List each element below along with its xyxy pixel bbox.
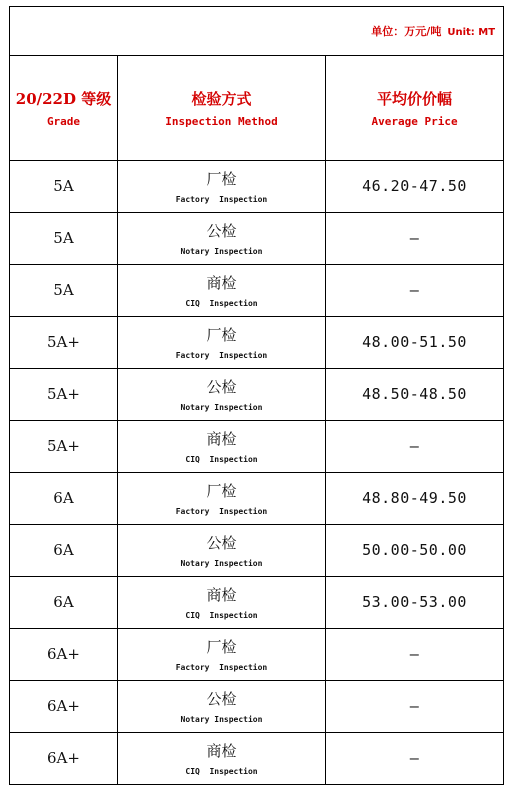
grade-value: 6A [53, 541, 74, 559]
unit-row [10, 7, 504, 56]
price-cell [326, 525, 504, 577]
price-cell [326, 733, 504, 785]
inspection-method-cn: 商检 [206, 430, 237, 448]
price-cell [326, 473, 504, 525]
average-price: – [409, 437, 420, 455]
inspection-method-en: Notary Inspection [180, 247, 263, 256]
inspection-method-cn: 厂检 [206, 326, 237, 344]
price-cell [326, 317, 504, 369]
grade-cell [10, 525, 118, 577]
inspection-cell [118, 369, 326, 421]
average-price: 48.00-51.50 [362, 333, 467, 351]
inspection-method-cn: 厂检 [206, 638, 237, 656]
price-cell [326, 421, 504, 473]
table-row [10, 473, 504, 525]
price-cell [326, 265, 504, 317]
grade-value: 5A+ [47, 437, 80, 455]
average-price: 53.00-53.00 [362, 593, 467, 611]
price-table [9, 6, 504, 785]
grade-cell [10, 577, 118, 629]
inspection-method-en: CIQ Inspection [185, 455, 258, 464]
inspection-method-cn: 公检 [206, 222, 237, 240]
header-row [10, 56, 504, 161]
price-cell [326, 369, 504, 421]
table-row [10, 733, 504, 785]
inspection-cell [118, 161, 326, 213]
price-cell [326, 213, 504, 265]
average-price: 48.80-49.50 [362, 489, 467, 507]
table-row [10, 421, 504, 473]
table-row [10, 265, 504, 317]
header-method-cn: 检验方式 [191, 89, 252, 108]
grade-value: 5A+ [47, 333, 80, 351]
inspection-method-en: Notary Inspection [180, 403, 263, 412]
unit-label-cn: 单位：万元/吨 [371, 25, 442, 38]
price-cell [326, 577, 504, 629]
inspection-cell [118, 265, 326, 317]
inspection-method-en: Factory Inspection [175, 507, 268, 516]
average-price: 48.50-48.50 [362, 385, 467, 403]
grade-cell [10, 681, 118, 733]
header-price-en: Average Price [371, 114, 458, 128]
average-price: – [409, 645, 420, 663]
table-row [10, 161, 504, 213]
grade-value: 6A+ [47, 749, 80, 767]
inspection-method-en: CIQ Inspection [185, 299, 258, 308]
inspection-cell [118, 317, 326, 369]
header-grade-cn: 20/22D 等级 [15, 89, 112, 108]
header-price-cn: 平均价价幅 [377, 89, 453, 108]
grade-cell [10, 733, 118, 785]
inspection-method-en: Factory Inspection [175, 195, 268, 204]
table-row [10, 577, 504, 629]
inspection-method-cn: 商检 [206, 742, 237, 760]
grade-cell [10, 317, 118, 369]
inspection-method-cn: 厂检 [206, 482, 237, 500]
grade-cell [10, 213, 118, 265]
grade-cell [10, 629, 118, 681]
inspection-method-en: Factory Inspection [175, 663, 268, 672]
table-row [10, 369, 504, 421]
grade-cell [10, 265, 118, 317]
inspection-method-en: Notary Inspection [180, 559, 263, 568]
inspection-cell [118, 733, 326, 785]
inspection-method-cn: 厂检 [206, 170, 237, 188]
inspection-cell [118, 213, 326, 265]
grade-value: 5A+ [47, 385, 80, 403]
average-price: – [409, 697, 420, 715]
header-price [326, 56, 504, 161]
average-price: 46.20-47.50 [362, 177, 467, 195]
grade-value: 5A [53, 177, 74, 195]
grade-cell [10, 161, 118, 213]
inspection-cell [118, 629, 326, 681]
inspection-method-en: CIQ Inspection [185, 767, 258, 776]
header-method-en: Inspection Method [165, 114, 278, 128]
grade-value: 6A+ [47, 697, 80, 715]
inspection-method-en: CIQ Inspection [185, 611, 258, 620]
price-cell [326, 161, 504, 213]
header-grade-en: Grade [46, 114, 81, 128]
table-row [10, 317, 504, 369]
inspection-cell [118, 525, 326, 577]
inspection-method-cn: 公检 [206, 690, 237, 708]
grade-cell [10, 473, 118, 525]
inspection-cell [118, 421, 326, 473]
unit-label-en: Unit: MT [447, 27, 496, 38]
table-row [10, 681, 504, 733]
header-method [118, 56, 326, 161]
grade-cell [10, 421, 118, 473]
grade-value: 5A [53, 281, 74, 299]
grade-value: 6A [53, 593, 74, 611]
average-price: – [409, 281, 420, 299]
grade-value: 6A [53, 489, 74, 507]
inspection-cell [118, 681, 326, 733]
inspection-cell [118, 473, 326, 525]
grade-value: 6A+ [47, 645, 80, 663]
table-row [10, 629, 504, 681]
average-price: 50.00-50.00 [362, 541, 467, 559]
header-grade [10, 56, 118, 161]
inspection-method-en: Notary Inspection [180, 715, 263, 724]
average-price: – [409, 229, 420, 247]
inspection-method-cn: 公检 [206, 378, 237, 396]
unit-cell [10, 7, 504, 56]
inspection-method-cn: 公检 [206, 534, 237, 552]
grade-value: 5A [53, 229, 74, 247]
grade-cell [10, 369, 118, 421]
price-cell [326, 681, 504, 733]
inspection-cell [118, 577, 326, 629]
inspection-method-cn: 商检 [206, 274, 237, 292]
price-cell [326, 629, 504, 681]
table-row [10, 213, 504, 265]
inspection-method-cn: 商检 [206, 586, 237, 604]
inspection-method-en: Factory Inspection [175, 351, 268, 360]
table-row [10, 525, 504, 577]
average-price: – [409, 749, 420, 767]
